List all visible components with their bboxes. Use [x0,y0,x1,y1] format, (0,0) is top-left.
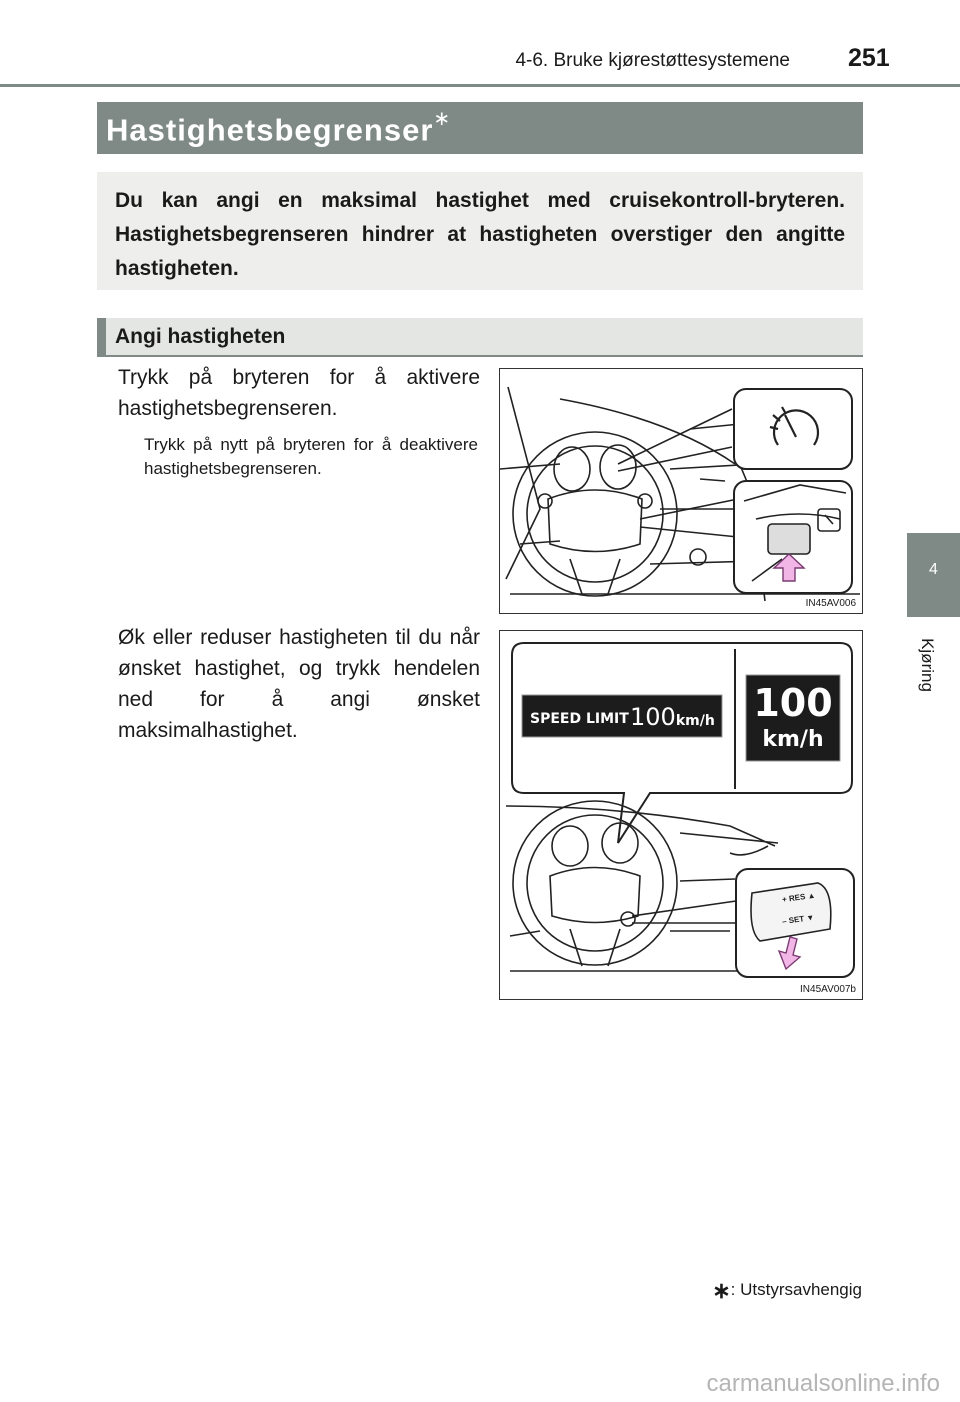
watermark: carmanualsonline.info [706,1370,940,1397]
chapter-tab[interactable] [907,533,960,617]
footnote-marker: ∗ [712,1278,731,1303]
subheading-text: Angi hastigheten [115,325,286,348]
step-1-note: Trykk på nytt på bryteren for å deaktivere hastighetsbegrenseren. [144,435,478,478]
multi-info-speed-label [530,711,629,727]
speed-limit-label: SPEED LIMIT [530,711,629,727]
dashboard-illustration-1 [500,369,862,613]
figure-set-speed-limit [499,630,863,1000]
page-heading [106,110,451,148]
figure-2-code: IN45AV007b [800,984,856,995]
speed-limit-value: 100 [630,703,676,731]
page-number: 251 [848,44,890,72]
header-rule [0,84,960,87]
step-1-text: Trykk på bryteren for å aktivere hastighetsbegrenseren. [118,366,480,420]
page-heading-text: Hastighetsbegrenser [106,112,434,148]
chapter-label-text: Kjøring [918,638,937,692]
intro-box [97,172,863,290]
subheading-bar [97,318,863,357]
speedometer-big-unit: km/h [762,727,824,752]
chapter-number: 4 [929,561,938,578]
footnote [712,1278,862,1304]
figure-1-code: IN45AV006 [805,598,856,609]
title-bar [97,102,863,154]
equipment-marker: ∗ [433,108,452,130]
section-title: 4-6. Bruke kjørestøttesystemene [515,50,790,71]
subheading-accent [97,318,106,357]
chapter-label [887,625,960,705]
figure-speed-limiter-switch [499,368,863,614]
lever-label-res: + RES ▲ [781,890,816,905]
step-2-text: Øk eller reduser hastigheten til du når ønsket hastighet, og trykk hendelen ned for å angi ønsket maksimalhastighet. [118,626,480,742]
speedometer-big-value: 100 [753,681,833,725]
lever-label-set: – SET ▼ [781,912,815,927]
footnote-text: : Utstyrsavhengig [730,1280,862,1299]
speed-limit-unit: km/h [675,713,715,729]
intro-text: Du kan angi en maksimal hastighet med cruisekontroll-bryteren. Hastighetsbegrenseren hindrer at hastigheten overstiger den angitte hastigheten. [115,189,845,280]
multi-info-speed-value [630,703,715,731]
